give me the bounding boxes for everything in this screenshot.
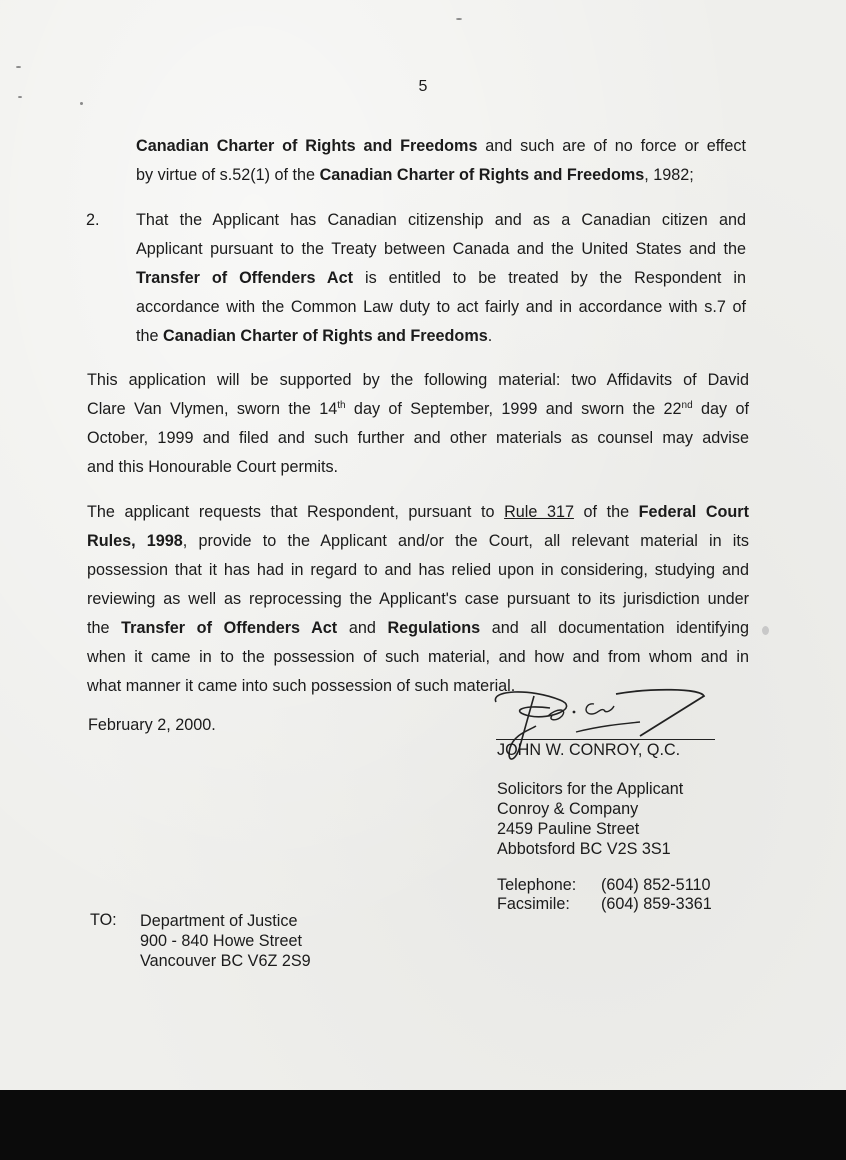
bold-text: Canadian Charter of Rights and Freedoms	[163, 327, 488, 345]
bold-text: Regulations	[387, 619, 481, 637]
page-number: 5	[418, 78, 428, 95]
address-line: Solicitors for the Applicant	[497, 780, 684, 798]
recipient-line: Department of Justice	[140, 912, 298, 930]
text-line	[136, 206, 746, 235]
recipient-line: Vancouver BC V6Z 2S9	[140, 952, 311, 970]
text: day of	[692, 400, 749, 418]
fax-row	[497, 895, 712, 914]
scan-speck	[762, 626, 769, 635]
text: This application will be supported by the following material: two Affidavits of David	[87, 371, 749, 389]
underlined-text: Rule 317	[504, 503, 574, 521]
item-2-paragraph	[136, 206, 746, 351]
text-line	[87, 585, 749, 614]
text: October, 1999 and filed and such further and other materials as counsel may advise	[87, 429, 749, 447]
telephone-label: Telephone:	[497, 876, 577, 894]
text: and	[337, 619, 388, 637]
text: by virtue of s.52(1) of the	[136, 166, 320, 184]
recipient-line: 900 - 840 Howe Street	[140, 932, 302, 950]
scan-speck	[16, 66, 21, 68]
text: the	[87, 619, 122, 637]
document-date: February 2, 2000.	[88, 716, 216, 734]
text-line	[136, 322, 746, 351]
superscript: th	[337, 400, 346, 411]
contact-details	[497, 876, 712, 914]
telephone-number: (604) 852-5110	[601, 876, 711, 894]
bold-text: Rules, 1998	[87, 532, 183, 550]
fax-number: (604) 859-3361	[601, 895, 712, 913]
address-line: Conroy & Company	[497, 800, 639, 818]
text: and such are of no force or effect	[477, 137, 747, 155]
item-number: 2.	[86, 211, 100, 229]
text: accordance with the Common Law duty to act fairly and in accordance with s.7 of	[136, 298, 746, 316]
text-line	[87, 527, 749, 556]
bold-text: Transfer of Offenders Act	[136, 269, 353, 287]
text: of the	[573, 503, 639, 521]
scan-speck	[456, 18, 462, 20]
bold-text: Canadian Charter of Rights and Freedoms	[319, 166, 645, 184]
text: is entitled to be treated by the Respondent in	[353, 269, 746, 287]
signature-line	[496, 739, 715, 740]
fax-label: Facsimile:	[497, 895, 570, 913]
text: possession that it has had in regard to and has relied upon in considering, studying and	[87, 561, 749, 579]
text: and all documentation identifying	[480, 619, 749, 637]
rule-317-request-paragraph	[87, 498, 749, 701]
signer-name: JOHN W. CONROY, Q.C.	[497, 741, 681, 759]
paragraph-continued	[136, 132, 746, 190]
solicitor-address	[497, 779, 683, 859]
supporting-material-paragraph	[87, 366, 749, 482]
text: and this Honourable Court permits.	[87, 458, 339, 476]
text-line	[87, 556, 749, 585]
text: .	[487, 327, 493, 345]
text-line	[136, 264, 746, 293]
text: The applicant requests that Respondent, pursuant to	[87, 503, 505, 521]
text-line	[87, 424, 749, 453]
scan-speck	[18, 96, 22, 98]
text: reviewing as well as reprocessing the Applicant's case pursuant to its jurisdiction under	[87, 590, 749, 608]
scanner-edge-band	[0, 1090, 846, 1160]
address-line: 2459 Pauline Street	[497, 820, 640, 838]
bold-text: Canadian Charter of Rights and Freedoms	[136, 137, 478, 155]
text-line	[136, 161, 746, 190]
text-line	[87, 453, 749, 482]
text-line	[136, 132, 746, 161]
telephone-row	[497, 876, 712, 895]
text-line	[87, 614, 749, 643]
scan-speck	[80, 102, 83, 105]
text-line	[87, 643, 749, 672]
text-line	[136, 235, 746, 264]
text-line	[136, 293, 746, 322]
text: day of September, 1999 and sworn the 22	[345, 400, 682, 418]
text: , 1982;	[644, 166, 694, 184]
recipient-label: TO:	[90, 911, 117, 929]
text: Clare Van Vlymen, sworn the 14	[87, 400, 338, 418]
text: what manner it came into such possession of such material.	[87, 677, 516, 695]
text: when it came in to the possession of such material, and how and from whom and in	[87, 648, 749, 666]
text: That the Applicant has Canadian citizenship and as a Canadian citizen and	[136, 211, 746, 229]
text-line	[87, 366, 749, 395]
text: , provide to the Applicant and/or the Court, all relevant material in its	[182, 532, 749, 550]
text-line	[87, 395, 749, 424]
address-line: Abbotsford BC V2S 3S1	[497, 840, 671, 858]
bold-text: Federal Court	[638, 503, 749, 521]
text: Applicant pursuant to the Treaty between Canada and the United States and the	[136, 240, 746, 258]
bold-text: Transfer of Offenders Act	[121, 619, 338, 637]
superscript: nd	[681, 400, 693, 411]
text-line	[87, 498, 749, 527]
text: the	[136, 327, 164, 345]
recipient-address	[140, 911, 311, 971]
